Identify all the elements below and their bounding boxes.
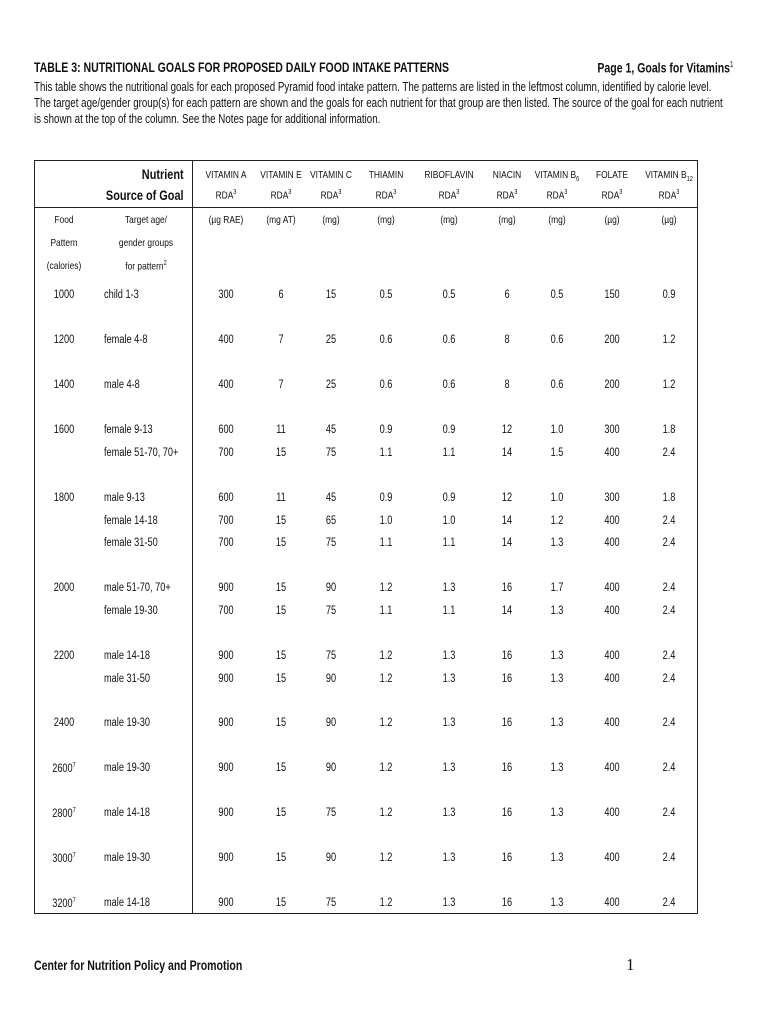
target-group-header <box>106 237 186 249</box>
nutrient-value: 700 <box>218 446 234 459</box>
nutrient-value: 15 <box>275 897 287 909</box>
nutrient-value: 14 <box>501 537 513 549</box>
nutrient-value: 75 <box>325 650 337 662</box>
calorie-value: 3200 <box>52 897 73 910</box>
column-name-text: RIBOFLAVIN <box>424 169 474 181</box>
intro-paragraph <box>34 79 736 127</box>
column-name-subscript: 6 <box>576 176 580 184</box>
target-group: male 9-13 <box>104 492 145 504</box>
calorie-level <box>24 717 104 729</box>
column-source-footnote: 3 <box>393 189 397 196</box>
column-header-unit: (mg) <box>440 214 458 226</box>
nutrient-value: 1.0 <box>442 514 456 527</box>
nutrient-value: 400 <box>604 897 620 909</box>
nutrient-value: 700 <box>218 537 234 549</box>
nutrient-value: 1.1 <box>379 604 393 617</box>
column-header-unit: (µg RAE) <box>208 214 244 226</box>
nutrient-value: 2.4 <box>662 582 676 594</box>
column-source-text: RDA <box>270 189 289 202</box>
calorie-footnote: 7 <box>72 897 76 904</box>
nutrient-value: 75 <box>325 807 337 819</box>
nutrient-value: 15 <box>275 446 287 459</box>
title-row <box>34 60 734 78</box>
food-pattern-header: Food <box>54 214 74 226</box>
nutrient-value: 2.4 <box>662 852 676 864</box>
nutrient-value: 400 <box>604 446 620 459</box>
nutrient-value: 700 <box>218 514 234 527</box>
column-name-text: VITAMIN B <box>534 169 577 181</box>
nutrient-value: 90 <box>325 582 337 594</box>
nutrient-value: 6 <box>278 289 284 301</box>
nutrient-value: 75 <box>325 897 337 909</box>
column-name-text: VITAMIN A <box>205 169 247 181</box>
nutrient-value: 15 <box>275 762 287 774</box>
calorie-level <box>24 762 104 775</box>
column-name-text: VITAMIN C <box>310 169 352 181</box>
nutrient-value: 45 <box>325 492 337 504</box>
column-source-text: RDA <box>438 189 457 202</box>
nutrient-value: 900 <box>218 807 234 819</box>
nutrient-value: 16 <box>501 852 513 864</box>
nutrient-value: 1.1 <box>442 604 456 617</box>
target-group: male 19-30 <box>104 717 151 729</box>
nutrient-value: 300 <box>604 424 620 436</box>
calorie-level <box>24 650 104 662</box>
column-source-footnote: 3 <box>338 189 342 196</box>
nutrient-value: 400 <box>604 582 620 594</box>
nutrient-value: 65 <box>325 514 337 527</box>
nutrient-value: 200 <box>604 379 620 391</box>
nutrient-value: 2.4 <box>662 807 676 819</box>
calorie-value: 2200 <box>53 650 75 662</box>
nutrient-value: 2.4 <box>662 897 676 909</box>
calorie-level <box>24 424 104 436</box>
nutrient-value: 16 <box>501 672 513 685</box>
nutrient-value: 15 <box>275 537 287 549</box>
nutrient-value: 7 <box>278 334 284 346</box>
calorie-footnote: 7 <box>72 807 76 814</box>
nutrient-value: 25 <box>325 334 337 346</box>
nutrient-value: 2.4 <box>662 762 676 774</box>
nutrient-value: 14 <box>501 446 513 459</box>
calorie-level <box>24 582 104 594</box>
column-source-text: RDA <box>601 189 620 202</box>
nutrient-value: 400 <box>604 672 620 685</box>
nutrient-value: 2.4 <box>662 514 676 527</box>
column-header-unit: (mg) <box>548 214 566 226</box>
nutrient-value: 1.3 <box>442 650 456 662</box>
nutrient-value: 6 <box>504 289 510 301</box>
target-group: male 4-8 <box>104 379 140 391</box>
nutrient-value: 0.9 <box>662 289 676 301</box>
nutrient-value: 1.2 <box>379 650 393 662</box>
nutrient-value: 1.3 <box>550 537 564 549</box>
column-header-unit: (mg) <box>377 214 395 226</box>
nutrient-value: 1.8 <box>662 424 676 436</box>
nutrient-value: 1.0 <box>550 424 564 436</box>
nutrient-value: 75 <box>325 446 337 459</box>
nutrient-value: 1.3 <box>550 852 564 864</box>
target-group-footnote: 2 <box>163 260 167 267</box>
nutrient-value: 200 <box>604 334 620 346</box>
calorie-value: 1600 <box>53 424 75 436</box>
calorie-footnote: 7 <box>72 852 76 859</box>
column-name-text: VITAMIN B <box>645 169 687 181</box>
nutrient-value: 1.3 <box>442 717 456 729</box>
nutrient-value: 8 <box>504 379 510 391</box>
nutrient-value: 1.5 <box>550 446 564 459</box>
nutrient-value: 1.3 <box>442 762 456 774</box>
target-group: female 14-18 <box>104 514 158 527</box>
nutrient-value: 1.2 <box>379 762 393 774</box>
column-source-text: RDA <box>546 189 565 202</box>
target-group: female 4-8 <box>104 334 148 346</box>
nutrient-value: 0.9 <box>442 492 456 504</box>
column-name-text: NIACIN <box>492 169 522 181</box>
calorie-value: 1800 <box>53 492 75 504</box>
nutrient-value: 1.2 <box>379 807 393 819</box>
target-group-header-text: Target age/ <box>124 214 168 226</box>
target-group: male 31-50 <box>104 672 151 685</box>
target-group: female 51-70, 70+ <box>104 446 179 459</box>
nutrient-value: 1.3 <box>442 897 456 909</box>
nutrient-value: 900 <box>218 650 234 662</box>
nutrient-value: 400 <box>604 852 620 864</box>
nutrient-value: 15 <box>275 852 287 864</box>
nutrient-value: 0.5 <box>550 289 564 301</box>
food-pattern-header: (calories) <box>46 260 82 272</box>
header-divider <box>34 207 698 208</box>
nutrient-value: 0.5 <box>442 289 456 301</box>
nutrient-value: 1.3 <box>550 672 564 685</box>
nutrient-value: 1.2 <box>379 717 393 729</box>
nutrient-value: 400 <box>218 334 234 346</box>
nutrient-value: 14 <box>501 514 513 527</box>
nutrient-value: 1.2 <box>379 582 393 594</box>
column-source-footnote: 3 <box>288 189 292 196</box>
nutrient-value: 2.4 <box>662 650 676 662</box>
nutrient-value: 1.3 <box>442 852 456 864</box>
column-header-name <box>629 169 709 183</box>
nutrient-value: 0.6 <box>442 379 456 391</box>
nutrient-value: 1.3 <box>442 672 456 685</box>
column-name-text: THIAMIN <box>368 169 404 181</box>
nutrient-value: 2.4 <box>662 672 676 685</box>
nutrient-value: 400 <box>604 537 620 549</box>
nutrient-value: 0.6 <box>379 379 393 391</box>
column-header-unit: (mg) <box>322 214 340 226</box>
nutrient-value: 90 <box>325 762 337 774</box>
nutrient-value: 0.9 <box>442 424 456 436</box>
nutrient-value: 400 <box>604 604 620 617</box>
nutrient-value: 1.2 <box>379 897 393 909</box>
column-source-footnote: 3 <box>514 189 518 196</box>
column-source-footnote: 3 <box>564 189 568 196</box>
nutrient-value: 0.6 <box>550 334 564 346</box>
calorie-value: 1200 <box>53 334 75 346</box>
nutrient-value: 400 <box>604 762 620 774</box>
nutrient-value: 0.6 <box>379 334 393 346</box>
nutrient-value: 1.2 <box>662 334 676 346</box>
nutrient-value: 15 <box>275 807 287 819</box>
food-pattern-header: Pattern <box>50 237 78 249</box>
column-source-text: RDA <box>658 189 677 202</box>
column-source-text: RDA <box>320 189 339 202</box>
source-header-label: Source of Goal <box>106 187 184 203</box>
calorie-level <box>24 807 104 820</box>
column-source-footnote: 3 <box>619 189 623 196</box>
nutrient-value: 75 <box>325 604 337 617</box>
nutrient-value: 600 <box>218 424 234 436</box>
footer-organization: Center for Nutrition Policy and Promotion <box>34 958 243 973</box>
nutrient-value: 400 <box>604 650 620 662</box>
nutrient-value: 1.1 <box>442 446 456 459</box>
nutrient-value: 0.6 <box>550 379 564 391</box>
nutrient-value: 15 <box>275 650 287 662</box>
nutrient-value: 300 <box>604 492 620 504</box>
nutrient-value: 16 <box>501 650 513 662</box>
intro-line: is shown at the top of the column. See the Notes page for additional information. <box>34 112 381 126</box>
nutrient-value: 1.2 <box>662 379 676 391</box>
calorie-level <box>24 289 104 301</box>
nutrient-value: 12 <box>501 424 513 436</box>
column-header-source <box>629 189 709 202</box>
target-group: male 51-70, 70+ <box>104 582 171 594</box>
nutrient-value: 15 <box>275 717 287 729</box>
nutrient-value: 45 <box>325 424 337 436</box>
target-group: child 1-3 <box>104 289 139 301</box>
column-source-footnote: 3 <box>456 189 460 196</box>
target-group: female 31-50 <box>104 537 158 549</box>
nutrient-value: 1.7 <box>550 582 564 594</box>
column-source-footnote: 3 <box>676 189 680 196</box>
target-group: male 14-18 <box>104 807 151 819</box>
nutrient-value: 1.2 <box>550 514 564 527</box>
nutrient-value: 900 <box>218 762 234 774</box>
nutrient-value: 1.2 <box>379 672 393 685</box>
column-source-text: RDA <box>215 189 234 202</box>
nutrient-value: 0.5 <box>379 289 393 301</box>
nutrient-value: 1.3 <box>550 717 564 729</box>
nutrient-value: 15 <box>275 514 287 527</box>
calorie-value: 1400 <box>53 379 75 391</box>
nutrient-value: 15 <box>275 582 287 594</box>
nutrient-value: 2.4 <box>662 446 676 459</box>
nutrient-value: 16 <box>501 897 513 909</box>
calorie-level <box>24 897 104 910</box>
nutrient-value: 1.1 <box>379 446 393 459</box>
nutrient-value: 2.4 <box>662 717 676 729</box>
target-group: male 14-18 <box>104 897 151 909</box>
calorie-value: 2800 <box>52 807 73 820</box>
page-label-footnote: 1 <box>730 60 734 69</box>
page-label-text: Page 1, Goals for Vitamins <box>597 60 731 76</box>
nutrient-value: 90 <box>325 717 337 729</box>
calorie-level <box>24 379 104 391</box>
nutrient-value: 2.4 <box>662 604 676 617</box>
column-header-unit: (mg) <box>498 214 516 226</box>
column-source-footnote: 3 <box>233 189 237 196</box>
nutrient-value: 1.3 <box>550 650 564 662</box>
target-group-header <box>106 214 186 226</box>
target-group-header-text: for pattern <box>125 260 164 273</box>
nutrient-value: 400 <box>604 514 620 527</box>
column-header-unit: (mg AT) <box>266 214 296 226</box>
nutrient-value: 400 <box>604 807 620 819</box>
nutrient-value: 16 <box>501 582 513 594</box>
intro-line: This table shows the nutritional goals for each proposed Pyramid food intake pattern. The patterns are listed in the leftmost column, identified by calorie level. <box>34 80 712 94</box>
nutrient-value: 400 <box>604 717 620 729</box>
nutrient-value: 1.2 <box>379 852 393 864</box>
nutrient-value: 0.6 <box>442 334 456 346</box>
calorie-level <box>24 492 104 504</box>
page-label <box>598 60 734 76</box>
nutrient-value: 900 <box>218 582 234 594</box>
target-group: female 19-30 <box>104 604 158 617</box>
calorie-level <box>24 334 104 346</box>
column-source-text: RDA <box>375 189 394 202</box>
calorie-value: 3000 <box>52 852 73 865</box>
calorie-footnote: 7 <box>72 762 76 769</box>
nutrient-value: 1.0 <box>379 514 393 527</box>
nutrient-value: 300 <box>218 289 234 301</box>
target-group-header-text: gender groups <box>118 237 174 249</box>
nutrient-value: 16 <box>501 762 513 774</box>
nutrient-value: 150 <box>604 289 620 301</box>
nutrient-value: 11 <box>276 492 286 504</box>
calorie-level <box>24 852 104 865</box>
nutrient-value: 7 <box>278 379 284 391</box>
nutrient-value: 16 <box>501 807 513 819</box>
table-title: TABLE 3: NUTRITIONAL GOALS FOR PROPOSED DAILY FOOD INTAKE PATTERNS <box>34 60 449 75</box>
nutrient-value: 400 <box>218 379 234 391</box>
nutrient-value: 12 <box>501 492 513 504</box>
nutrient-value: 15 <box>325 289 337 301</box>
nutrient-value: 700 <box>218 604 234 617</box>
target-group: male 19-30 <box>104 852 151 864</box>
nutrient-value: 0.9 <box>379 492 393 504</box>
nutrient-value: 1.0 <box>550 492 564 504</box>
nutrient-value: 15 <box>275 604 287 617</box>
column-header-unit: (µg) <box>604 214 620 226</box>
intro-line: The target age/gender group(s) for each pattern are shown and the goals for each nutrient for that group are then listed. The source of the goal for each nutrient <box>34 96 723 110</box>
nutrient-value: 1.8 <box>662 492 676 504</box>
target-group: male 14-18 <box>104 650 151 662</box>
target-group-header <box>106 260 186 273</box>
calorie-value: 2400 <box>53 717 75 729</box>
column-source-text: RDA <box>496 189 515 202</box>
nutrient-value: 900 <box>218 852 234 864</box>
column-name-text: VITAMIN E <box>260 169 302 181</box>
nutrient-value: 900 <box>218 897 234 909</box>
nutrient-value: 90 <box>325 672 337 685</box>
nutrient-value: 1.3 <box>442 807 456 819</box>
nutrient-value: 16 <box>501 717 513 729</box>
nutrient-value: 25 <box>325 379 337 391</box>
page-number: 1 <box>626 955 635 974</box>
nutrient-value: 900 <box>218 672 234 685</box>
nutrient-value: 1.3 <box>550 604 564 617</box>
target-group: female 9-13 <box>104 424 153 436</box>
nutrient-value: 1.1 <box>379 537 393 549</box>
nutrient-value: 11 <box>276 424 286 436</box>
nutrient-header-label: Nutrient <box>142 166 184 182</box>
nutrient-value: 2.4 <box>662 537 676 549</box>
target-group: male 19-30 <box>104 762 151 774</box>
nutrient-value: 0.9 <box>379 424 393 436</box>
nutrient-value: 1.3 <box>442 582 456 594</box>
nutrient-value: 600 <box>218 492 234 504</box>
nutrient-value: 1.3 <box>550 807 564 819</box>
nutrient-value: 14 <box>501 604 513 617</box>
column-name-text: FOLATE <box>595 169 629 181</box>
nutrient-value: 900 <box>218 717 234 729</box>
nutrient-value: 90 <box>325 852 337 864</box>
column-name-subscript: 12 <box>686 176 693 184</box>
nutrient-value: 15 <box>275 672 287 685</box>
nutrient-value: 1.3 <box>550 762 564 774</box>
nutrient-value: 1.1 <box>442 537 456 549</box>
nutrient-value: 8 <box>504 334 510 346</box>
calorie-value: 2000 <box>53 582 75 594</box>
calorie-value: 2600 <box>52 762 73 775</box>
calorie-value: 1000 <box>53 289 75 301</box>
nutrient-value: 1.3 <box>550 897 564 909</box>
nutrient-value: 75 <box>325 537 337 549</box>
column-header-unit: (µg) <box>661 214 677 226</box>
